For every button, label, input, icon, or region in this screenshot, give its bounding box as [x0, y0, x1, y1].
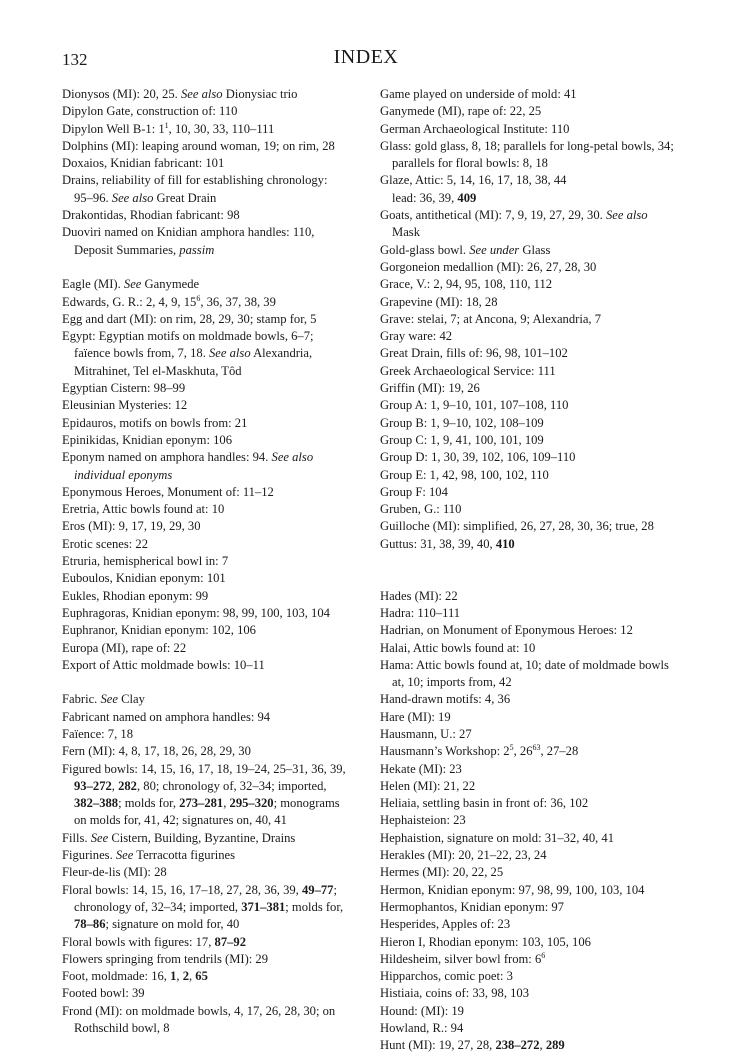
entry-text: Hadrian, on Monument of Eponymous Heroes: 12: [380, 623, 633, 638]
index-entry: [380, 207, 674, 242]
entry-text: Grave: stelai, 7; at Ancona, 9; Alexandria, 7: [380, 311, 602, 326]
section-gap: [62, 259, 347, 276]
index-entry: [62, 934, 347, 951]
entry-text: Hekate (MI): 23: [380, 761, 462, 776]
entry-text: Howland, R.: 94: [380, 1021, 464, 1036]
entry-text: Euphragoras, Knidian eponym: 98, 99, 100, 103, 104: [62, 605, 330, 620]
index-entry: [380, 812, 674, 829]
entry-text: ; molds for,: [285, 899, 344, 914]
entry-text: Dolphins (MI): leaping around woman, 19; on rim, 28: [62, 138, 335, 153]
entry-text: , 27–28: [540, 744, 579, 759]
entry-text: Egg and dart (MI): on rim, 28, 29, 30; stamp for, 5: [62, 311, 317, 326]
entry-text: Grace, V.: 2, 94, 95, 108, 110, 112: [380, 277, 553, 292]
entry-text: Great Drain: [153, 190, 217, 205]
index-entry: [62, 882, 347, 934]
entry-text: See also individual eponyms: [74, 450, 314, 482]
entry-text: Dipylon Gate, construction of: 110: [62, 104, 238, 119]
index-entry: [62, 761, 347, 830]
entry-text: , 80; chronology of, 32–34; imported,: [136, 778, 327, 793]
index-entry: [380, 916, 674, 933]
index-entry: [62, 449, 347, 484]
entry-text: ,: [176, 969, 183, 984]
entry-text: , 10, 30, 33, 110–111: [168, 121, 275, 136]
index-entry: [380, 691, 674, 708]
entry-text: Group E: 1, 42, 98, 100, 102, 110: [380, 467, 549, 482]
index-entry: [380, 345, 674, 362]
entry-text: passim: [179, 242, 215, 257]
entry-text: Heliaia, settling basin in front of: 36, 102: [380, 796, 589, 811]
entry-text: Hermes (MI): 20, 22, 25: [380, 865, 504, 880]
index-entry: [380, 467, 674, 484]
entry-text: Dipylon Well B-1: 1: [62, 121, 165, 136]
entry-text: Drains, reliability of fill for establishing chronology: 95–96.: [62, 173, 328, 205]
index-entry: [380, 934, 674, 951]
index-entry: [62, 570, 347, 587]
entry-text: Hunt (MI): 19, 27, 28,: [380, 1038, 496, 1053]
entry-text: Hephaisteion: 23: [380, 813, 466, 828]
entry-text: ; chronology of, 32–34; imported,: [74, 882, 337, 914]
index-entry: [380, 432, 674, 449]
index-entry: [62, 207, 347, 224]
plate-ref: 371–381: [241, 899, 286, 914]
entry-text: See under: [469, 242, 520, 257]
index-entry: [380, 778, 674, 795]
entry-text: Guttus: 31, 38, 39, 40,: [380, 536, 496, 551]
entry-text: Group F: 104: [380, 484, 448, 499]
index-entry: [62, 864, 347, 881]
index-entry: [380, 657, 674, 692]
entry-text: ,: [188, 969, 196, 984]
index-entry: [62, 397, 347, 414]
entry-text: Mask: [392, 225, 420, 240]
entry-text: Hermon, Knidian eponym: 97, 98, 99, 100, 103, 104: [380, 882, 645, 897]
entry-text: Griffin (MI): 19, 26: [380, 381, 480, 396]
entry-text: Terracotta figurines: [133, 848, 236, 863]
index-entry: [380, 795, 674, 812]
index-entry: [380, 968, 674, 985]
entry-text: Game played on underside of mold: 41: [380, 87, 577, 101]
entry-text: ,: [223, 796, 230, 811]
footnote-ref: 6: [541, 950, 546, 960]
index-entry: [380, 1003, 674, 1020]
index-column-right: [380, 86, 674, 1055]
index-entry: [62, 103, 347, 120]
entry-text: Faïence: 7, 18: [62, 726, 133, 741]
entry-text: Hermophantos, Knidian eponym: 97: [380, 899, 564, 914]
entry-text: Greek Archaeological Service: 111: [380, 363, 556, 378]
footnote-ref: 6: [196, 293, 201, 303]
entry-text: Epinikidas, Knidian eponym: 106: [62, 432, 232, 447]
entry-text: Goats, antithetical (MI): 7, 9, 19, 27, 29, 30.: [380, 208, 606, 223]
index-entry: [380, 86, 674, 103]
index-entry: [62, 138, 347, 155]
entry-text: Frond (MI): on moldmade bowls, 4, 17, 26, 28, 30; on Rothschild bowl, 8: [62, 1003, 336, 1036]
entry-text: Erotic scenes: 22: [62, 536, 149, 551]
entry-text: Guilloche (MI): simplified, 26, 27, 28, 30, 36; true, 28: [380, 519, 654, 534]
entry-text: Gorgoneion medallion (MI): 26, 27, 28, 30: [380, 259, 597, 274]
plate-ref: 282: [118, 778, 137, 793]
entry-text: Eros (MI): 9, 17, 19, 29, 30: [62, 519, 201, 534]
entry-text: Gold-glass bowl.: [380, 242, 470, 257]
index-entry: [380, 1020, 674, 1037]
entry-text: Ganymede (MI), rape of: 22, 25: [380, 104, 542, 119]
entry-text: Histiaia, coins of: 33, 98, 103: [380, 986, 530, 1001]
index-entry: [380, 899, 674, 916]
index-entry: [380, 518, 674, 535]
entry-text: Floral bowls with figures: 17,: [62, 934, 215, 949]
index-entry: [380, 1037, 674, 1054]
entry-text: ,: [111, 778, 119, 793]
plate-ref: 78–86: [74, 917, 106, 932]
entry-text: lead: 36, 39,: [392, 190, 458, 205]
index-column-left: [62, 86, 347, 1037]
index-entry: [380, 640, 674, 657]
index-entry: [62, 432, 347, 449]
entry-text: Group A: 1, 9–10, 101, 107–108, 110: [380, 398, 569, 413]
entry-text: Gray ware: 42: [380, 329, 453, 344]
entry-text: See: [123, 277, 142, 292]
plate-ref: 409: [457, 190, 477, 205]
entry-text: Duoviri named on Knidian amphora handles: 110, Deposit Summaries,: [62, 225, 315, 257]
index-entry: [62, 985, 347, 1002]
entry-text: Edwards, G. R.: 2, 4, 9, 15: [62, 294, 197, 309]
plate-ref: 382–388: [74, 796, 119, 811]
entry-text: , 36, 37, 38, 39: [200, 294, 276, 309]
index-entry: [62, 518, 347, 535]
index-entry: [62, 294, 347, 311]
section-gap: [380, 553, 674, 570]
footnote-ref: 1: [164, 120, 169, 130]
index-entry: [380, 103, 674, 120]
index-entry: [380, 743, 674, 760]
entry-text: Group C: 1, 9, 41, 100, 101, 109: [380, 432, 544, 447]
entry-text: Flowers springing from tendrils (MI): 29: [62, 951, 269, 966]
index-entry: [62, 1003, 347, 1038]
entry-text: Glass: gold glass, 8, 18; parallels for long-petal bowls, 34; parallels for floral bowls: 8, 18: [380, 138, 674, 171]
index-entry: [62, 726, 347, 743]
entry-text: Grapevine (MI): 18, 28: [380, 294, 498, 309]
plate-ref: 273–281: [179, 796, 224, 811]
index-entry: [62, 155, 347, 172]
index-entry: [380, 363, 674, 380]
index-entry: [62, 224, 347, 259]
index-entry: [62, 605, 347, 622]
index-entry: [380, 311, 674, 328]
index-entry: [380, 484, 674, 501]
entry-text: Hausmann, U.: 27: [380, 726, 472, 741]
entry-text: Eretria, Attic bowls found at: 10: [62, 502, 225, 517]
entry-text: Dionysos (MI): 20, 25.: [62, 87, 181, 101]
index-entry: [62, 657, 347, 674]
index-entry: [380, 864, 674, 881]
index-entry: [380, 294, 674, 311]
entry-text: Export of Attic moldmade bowls: 10–11: [62, 657, 265, 672]
index-entry: [380, 588, 674, 605]
entry-text: Fabric.: [62, 692, 101, 707]
plate-ref: 93–272: [74, 778, 112, 793]
entry-text: See: [100, 692, 118, 707]
plate-ref: 87–92: [214, 934, 246, 949]
index-entry: [62, 588, 347, 605]
index-entry: [380, 328, 674, 345]
entry-text: See also: [605, 208, 648, 223]
index-entry: [380, 190, 674, 207]
index-entry: [380, 449, 674, 466]
index-entry: [62, 501, 347, 518]
entry-text: Footed bowl: 39: [62, 986, 145, 1001]
entry-text: ; monograms on molds for, 41, 42; signatures on, 40, 41: [74, 796, 340, 828]
entry-text: See also: [209, 346, 251, 361]
entry-text: Clay: [117, 692, 145, 707]
entry-text: Herakles (MI): 20, 21–22, 23, 24: [380, 848, 547, 863]
index-entry: [380, 761, 674, 778]
entry-text: Glass: [519, 242, 551, 257]
entry-text: Group D: 1, 30, 39, 102, 106, 109–110: [380, 450, 576, 465]
entry-text: Epidauros, motifs on bowls from: 21: [62, 415, 248, 430]
entry-text: Drakontidas, Rhodian fabricant: 98: [62, 208, 240, 223]
index-entry: [380, 242, 674, 259]
index-entry: [62, 536, 347, 553]
entry-text: Egyptian Cistern: 98–99: [62, 381, 186, 396]
entry-text: Group B: 1, 9–10, 102, 108–109: [380, 415, 544, 430]
entry-text: ; molds for,: [118, 796, 180, 811]
entry-text: Fabricant named on amphora handles: 94: [62, 709, 271, 724]
entry-text: Hephaistion, signature on mold: 31–32, 40, 41: [380, 830, 615, 845]
index-entry: [380, 501, 674, 518]
plate-ref: 238–272: [495, 1038, 540, 1053]
index-entry: [380, 415, 674, 432]
plate-ref: 295–320: [229, 796, 274, 811]
plate-ref: 410: [495, 536, 515, 551]
index-entry: [62, 622, 347, 639]
index-entry: [380, 622, 674, 639]
plate-ref: 1: [170, 969, 177, 984]
entry-text: Hadra: 110–111: [380, 605, 461, 620]
entry-text: Europa (MI), rape of: 22: [62, 640, 187, 655]
entry-text: Helen (MI): 21, 22: [380, 778, 476, 793]
index-entry: [62, 968, 347, 985]
entry-text: Great Drain, fills of: 96, 98, 101–102: [380, 346, 568, 361]
index-entry: [380, 536, 674, 553]
entry-text: Eponym named on amphora handles: 94.: [62, 450, 272, 465]
entry-text: Eagle (MI).: [62, 277, 124, 292]
entry-text: ,: [539, 1038, 546, 1053]
index-entry: [380, 605, 674, 622]
index-entry: [380, 138, 674, 173]
plate-ref: 289: [545, 1038, 565, 1053]
entry-text: Cistern, Building, Byzantine, Drains: [108, 830, 296, 845]
entry-text: Hare (MI): 19: [380, 709, 451, 724]
index-entry: [380, 397, 674, 414]
entry-text: See also: [180, 87, 223, 101]
plate-ref: 49–77: [301, 882, 334, 897]
index-entry: [380, 985, 674, 1002]
index-entry: [62, 691, 347, 708]
entry-text: Etruria, hemispherical bowl in: 7: [62, 554, 229, 569]
page-title: INDEX: [333, 46, 399, 68]
entry-text: Fern (MI): 4, 8, 17, 18, 26, 28, 29, 30: [62, 744, 251, 759]
index-entry: [62, 830, 347, 847]
section-gap: [62, 674, 347, 691]
entry-text: Halai, Attic bowls found at: 10: [380, 640, 536, 655]
index-entry: [380, 882, 674, 899]
index-entry: [62, 86, 347, 103]
entry-text: Fills.: [62, 830, 91, 845]
entry-text: German Archaeological Institute: 110: [380, 121, 570, 136]
entry-text: Hieron I, Rhodian eponym: 103, 105, 106: [380, 934, 591, 949]
entry-text: Fleur-de-lis (MI): 28: [62, 865, 167, 880]
index-entry: [380, 847, 674, 864]
footnote-ref: 63: [532, 743, 541, 753]
entry-text: Hound: (MI): 19: [380, 1003, 464, 1018]
index-entry: [380, 121, 674, 138]
entry-text: , 26: [513, 744, 533, 759]
entry-text: Hildesheim, silver bowl from: 6: [380, 951, 542, 966]
entry-text: Figurines.: [62, 848, 116, 863]
entry-text: See: [90, 830, 109, 845]
entry-text: See also: [111, 190, 154, 205]
entry-text: Dionysiac trio: [222, 87, 298, 101]
index-entry: [62, 484, 347, 501]
index-entry: [380, 172, 674, 189]
entry-text: Floral bowls: 14, 15, 16, 17–18, 27, 28, 36, 39,: [62, 882, 302, 897]
section-gap: [380, 570, 674, 587]
index-entry: [380, 726, 674, 743]
index-entry: [62, 951, 347, 968]
entry-text: See: [115, 848, 134, 863]
entry-text: Eleusinian Mysteries: 12: [62, 398, 188, 413]
entry-text: Figured bowls: 14, 15, 16, 17, 18, 19–24, 25–31, 36, 39,: [62, 761, 346, 776]
index-entry: [380, 830, 674, 847]
index-entry: [380, 380, 674, 397]
index-entry: [62, 380, 347, 397]
entry-text: Gruben, G.: 110: [380, 502, 462, 517]
index-entry: [380, 259, 674, 276]
entry-text: Egypt: Egyptian motifs on moldmade bowls, 6–7; faïence bowls from, 7, 18.: [62, 329, 314, 361]
index-entry: [62, 847, 347, 864]
entry-text: Ganymede: [141, 277, 200, 292]
entry-text: Eukles, Rhodian eponym: 99: [62, 588, 209, 603]
entry-text: Hand-drawn motifs: 4, 36: [380, 692, 511, 707]
entry-text: Euboulos, Knidian eponym: 101: [62, 571, 226, 586]
plate-ref: 2: [182, 969, 189, 984]
index-entry: [380, 276, 674, 293]
page-number: 132: [62, 50, 88, 69]
entry-text: Foot, moldmade: 16,: [62, 969, 171, 984]
entry-text: Euphranor, Knidian eponym: 102, 106: [62, 623, 256, 638]
index-entry: [62, 172, 347, 207]
entry-text: ; signature on mold for, 40: [105, 917, 240, 932]
entry-text: Eponymous Heroes, Monument of: 11–12: [62, 484, 274, 499]
index-entry: [62, 415, 347, 432]
index-entry: [62, 743, 347, 760]
index-entry: [380, 951, 674, 968]
index-entry: [62, 311, 347, 328]
index-entry: [62, 709, 347, 726]
page-header: [62, 46, 670, 72]
entry-text: Hausmann’s Workshop: 2: [380, 744, 510, 759]
index-entry: [62, 121, 347, 138]
entry-text: Doxaios, Knidian fabricant: 101: [62, 156, 225, 171]
index-entry: [62, 553, 347, 570]
plate-ref: 65: [195, 969, 208, 984]
index-entry: [62, 328, 347, 380]
entry-text: Hesperides, Apples of: 23: [380, 917, 511, 932]
entry-text: Alexandria, Mitrahinet, Tel el-Maskhuta, Tôd: [74, 346, 313, 378]
index-entry: [62, 276, 347, 293]
entry-text: Hades (MI): 22: [380, 588, 458, 603]
entry-text: Glaze, Attic: 5, 14, 16, 17, 18, 38, 44: [380, 173, 567, 188]
index-entry: [62, 640, 347, 657]
entry-text: Hipparchos, comic poet: 3: [380, 969, 513, 984]
index-entry: [380, 709, 674, 726]
entry-text: Hama: Attic bowls found at, 10; date of moldmade bowls at, 10; imports from, 42: [380, 657, 669, 690]
footnote-ref: 5: [509, 743, 514, 753]
